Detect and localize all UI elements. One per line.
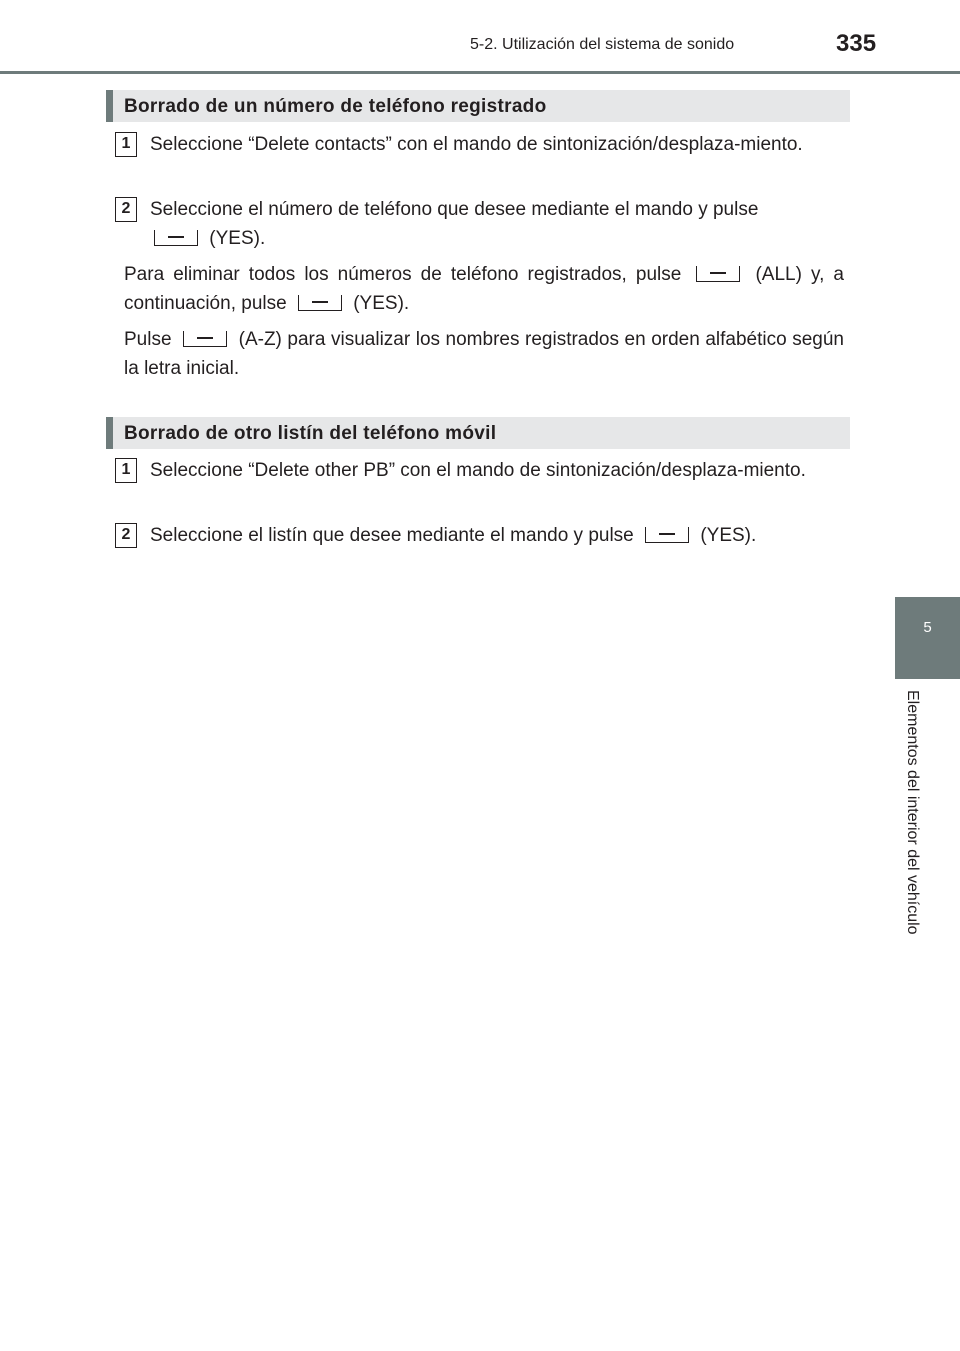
section-heading bbox=[106, 417, 850, 449]
chapter-tab bbox=[895, 597, 960, 679]
step-text bbox=[150, 521, 844, 550]
step-text-part: Seleccione el listín que desee mediante el mando y pulse bbox=[150, 525, 634, 546]
note-text-part: Para eliminar todos los números de teléfono registrados, pulse bbox=[124, 264, 682, 285]
step-text bbox=[150, 195, 844, 253]
section-heading-text: Borrado de un número de teléfono registrado bbox=[124, 96, 547, 117]
step-text: Seleccione “Delete contacts” con el mando de sintonización/desplaza-miento. bbox=[150, 134, 803, 155]
note-text-part: (ALL) y, a continuación, pulse bbox=[124, 264, 844, 314]
step-number-box: 1 bbox=[115, 458, 137, 483]
step-text-part: Seleccione el número de teléfono que desee mediante el mando y pulse bbox=[150, 199, 759, 220]
chapter-title: Elementos del interior del vehículo bbox=[904, 690, 921, 935]
steering-switch-button-icon bbox=[183, 331, 227, 347]
section-heading-text: Borrado de otro listín del teléfono móvil bbox=[124, 423, 497, 444]
page-number: 335 bbox=[836, 30, 877, 57]
step-number-box: 2 bbox=[115, 523, 137, 548]
section-heading bbox=[106, 90, 850, 122]
step-text-part: (YES). bbox=[209, 228, 266, 249]
steering-switch-button-icon bbox=[645, 527, 689, 543]
note-text-part: (A-Z) para visualizar los nombres registrados en orden alfabético según la letra inicial. bbox=[124, 329, 844, 379]
note-paragraph bbox=[124, 260, 844, 318]
note-paragraph bbox=[124, 325, 844, 383]
steering-switch-button-icon bbox=[154, 230, 198, 246]
note-text-part: Pulse bbox=[124, 329, 172, 350]
header-divider bbox=[0, 71, 960, 74]
step-number-box: 1 bbox=[115, 132, 137, 157]
step-text: Seleccione “Delete other PB” con el mando de sintonización/desplaza-miento. bbox=[150, 460, 806, 481]
header-section-title: 5-2. Utilización del sistema de sonido bbox=[470, 36, 735, 53]
steering-switch-button-icon bbox=[696, 266, 740, 282]
step-text-part: (YES). bbox=[700, 525, 757, 546]
chapter-number: 5 bbox=[923, 619, 932, 636]
note-text-part: (YES). bbox=[353, 293, 410, 314]
step-number-box: 2 bbox=[115, 197, 137, 222]
steering-switch-button-icon bbox=[298, 295, 342, 311]
page-header bbox=[0, 0, 960, 75]
